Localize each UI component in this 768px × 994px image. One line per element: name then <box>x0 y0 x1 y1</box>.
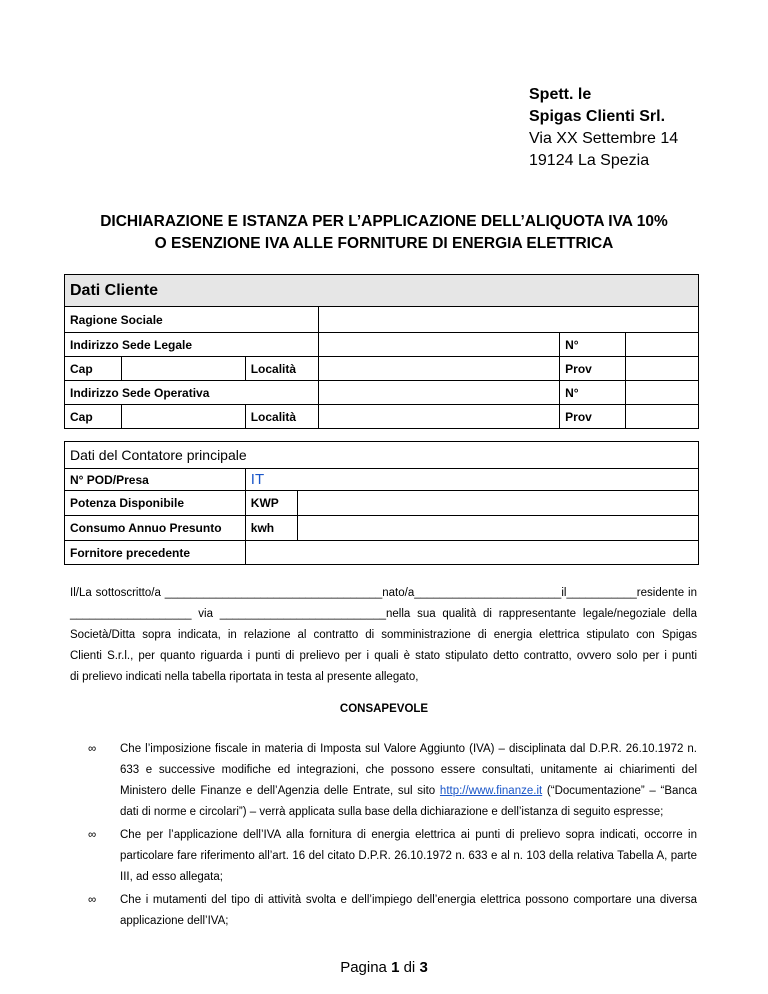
client-table-header: Dati Cliente <box>65 275 699 307</box>
consumo-label: Consumo Annuo Presunto <box>65 516 246 541</box>
numero-operativa-field[interactable] <box>626 381 699 405</box>
bullet-item-1 <box>88 739 697 823</box>
pod-label: N° POD/Presa <box>65 469 246 491</box>
potenza-unit: KWP <box>245 491 297 516</box>
localita-operativa-field[interactable] <box>318 405 560 429</box>
document-title-line-2: O ESENZIONE IVA ALLE FORNITURE DI ENERGIA ELETTRICA <box>154 235 614 252</box>
infinity-bullet-icon: ∞ <box>88 743 97 755</box>
meter-data-table <box>64 441 699 565</box>
potenza-field[interactable] <box>297 491 698 516</box>
paragraph-line-4: Clienti S.r.l., per quanto riguarda i punti di prelievo per i quali è stato stipulato detto contratto, ovvero solo per i punti <box>70 650 697 662</box>
bullet-1-text-post: (“Documentazione” – “Banca dati di norme e circolari”) – verrà applicata sulla base della dichiarazione e dell’istanza di seguito espresse; <box>120 785 697 818</box>
client-data-table <box>64 274 699 429</box>
page-footer <box>0 959 768 976</box>
fornitore-field[interactable] <box>245 541 698 565</box>
prov-legale-label: Prov <box>560 357 626 381</box>
consumo-unit: kwh <box>245 516 297 541</box>
fornitore-label: Fornitore precedente <box>65 541 246 565</box>
consumo-field[interactable] <box>297 516 698 541</box>
paragraph-line-2: ___________________ via __________________________nella sua qualità di rappresentante legale/negoziale della <box>70 608 697 620</box>
prov-operativa-label: Prov <box>560 405 626 429</box>
cap-operativa-label: Cap <box>65 405 122 429</box>
recipient-line-1: Spett. le <box>529 86 592 103</box>
potenza-label: Potenza Disponibile <box>65 491 246 516</box>
bullet-2-text: Che per l’applicazione dell’IVA alla fornitura di energia elettrica ai punti di prelievo sopra indicati, occorre in particolare fare riferimento all’art. 16 del citato D.P.R. 26.10.1972 n. 633 e al n. 103 della relativa Tabella A, parte III, ad esso allegata; <box>120 829 697 883</box>
meter-table-header: Dati del Contatore principale <box>65 442 699 469</box>
indirizzo-operativa-label: Indirizzo Sede Operativa <box>65 381 319 405</box>
bullet-list <box>88 739 697 934</box>
prov-legale-field[interactable] <box>626 357 699 381</box>
footer-total-pages: 3 <box>419 959 428 976</box>
prov-operativa-field[interactable] <box>626 405 699 429</box>
pod-prefix: IT <box>250 471 265 488</box>
recipient-line-3: Via XX Settembre 14 <box>529 130 679 147</box>
ragione-sociale-field[interactable] <box>318 307 698 333</box>
footer-current-page: 1 <box>391 959 400 976</box>
recipient-address <box>529 84 678 172</box>
bullet-3-text: Che i mutamenti del tipo di attività svolta e dell’impiego dell’energia elettrica possono comportare una diversa applicazione dell’IVA; <box>120 894 697 927</box>
declaration-paragraph <box>70 583 697 688</box>
bullet-item-3 <box>88 890 697 932</box>
cap-legale-field[interactable] <box>121 357 245 381</box>
recipient-line-4: 19124 La Spezia <box>529 152 650 169</box>
infinity-bullet-icon: ∞ <box>88 894 97 906</box>
infinity-bullet-icon: ∞ <box>88 829 97 841</box>
consapevole-heading: CONSAPEVOLE <box>339 703 429 715</box>
indirizzo-operativa-field[interactable] <box>318 381 560 405</box>
bullet-1-text-pre: Che l’imposizione fiscale in materia di Imposta sul Valore Aggiunto (IVA) – disciplinata dal D.P.R. 26.10.1972 n. 633 e successive modifiche ed integrazioni, che possono essere consultati, unitamente ai chiarimenti del Ministero delle Finanze e dell’Agenzia delle Entrate, sul sito <box>120 743 697 797</box>
document-title-line-1: DICHIARAZIONE E ISTANZA PER L’APPLICAZIONE DELL’ALIQUOTA IVA 10% <box>100 213 668 230</box>
ragione-sociale-label: Ragione Sociale <box>65 307 319 333</box>
paragraph-line-3: Società/Ditta sopra indicata, in relazione al contratto di somministrazione di energia elettrica stipulato con Spigas <box>70 629 697 641</box>
localita-operativa-label: Località <box>245 405 318 429</box>
paragraph-line-1: Il/La sottoscritto/a __________________________________nato/a_______________________il___________residente in <box>70 587 697 599</box>
numero-legale-label: N° <box>560 333 626 357</box>
numero-legale-field[interactable] <box>626 333 699 357</box>
footer-pagina: Pagina <box>340 959 387 976</box>
indirizzo-legale-label: Indirizzo Sede Legale <box>65 333 319 357</box>
localita-legale-field[interactable] <box>318 357 560 381</box>
bullet-item-2 <box>88 825 697 888</box>
indirizzo-legale-field[interactable] <box>318 333 560 357</box>
recipient-line-2: Spigas Clienti Srl. <box>529 108 666 125</box>
localita-legale-label: Località <box>245 357 318 381</box>
pod-field[interactable] <box>245 469 698 491</box>
cap-operativa-field[interactable] <box>121 405 245 429</box>
cap-legale-label: Cap <box>65 357 122 381</box>
paragraph-line-5: di prelievo indicati nella tabella riportata in testa al presente allegato, <box>70 671 419 683</box>
finanze-link[interactable]: http://www.finanze.it <box>439 785 543 797</box>
footer-di: di <box>403 959 416 976</box>
numero-operativa-label: N° <box>560 381 626 405</box>
